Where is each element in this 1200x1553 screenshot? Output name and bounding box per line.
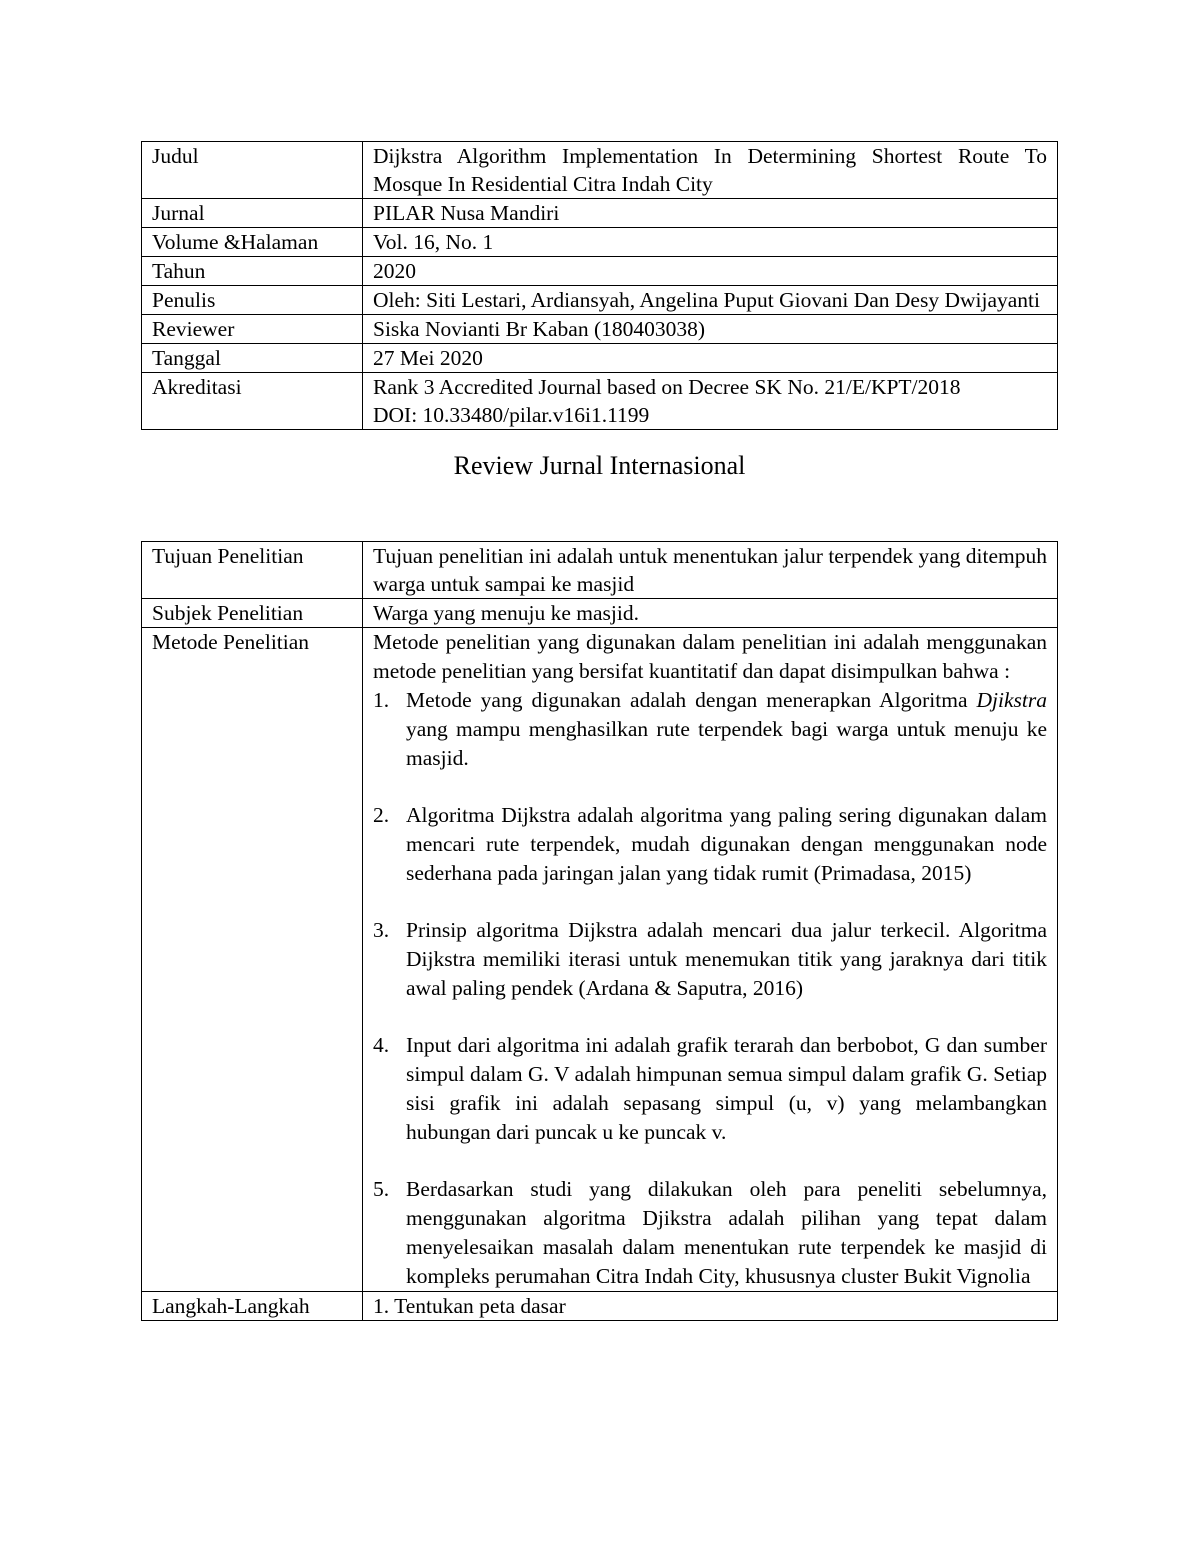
akreditasi-line: Rank 3 Accredited Journal based on Decree SK No. 21/E/KPT/2018 — [373, 375, 961, 399]
value-jurnal: PILAR Nusa Mandiri — [363, 199, 1058, 228]
item-text: Berdasarkan studi yang dilakukan oleh para peneliti sebelumnya, menggunakan algoritma Djikstra adalah pilihan yang tepat dalam menyelesaikan masalah dalam menentukan rute terpendek ke masjid di kompleks perumahan Citra Indah City, khususnya cluster Bukit Vignolia — [406, 1177, 1047, 1288]
label-volume: Volume &Halaman — [142, 228, 363, 257]
value-langkah: 1. Tentukan peta dasar — [363, 1292, 1058, 1321]
item-text: Algoritma Dijkstra adalah algoritma yang paling sering digunakan dalam mencari rute terpendek, mudah digunakan dengan menggunakan node sederhana pada jaringan jalan yang tidak rumit (Primadasa, 2015) — [406, 803, 1047, 885]
table-row — [142, 228, 1058, 257]
table-row — [142, 257, 1058, 286]
list-item — [373, 686, 1047, 773]
list-number: 5. — [373, 1177, 390, 1201]
list-number: 2. — [373, 803, 390, 827]
value-akreditasi — [363, 373, 1058, 430]
doi-line: DOI: 10.33480/pilar.v16i1.1199 — [373, 403, 650, 427]
table-row — [142, 315, 1058, 344]
label-tahun: Tahun — [142, 257, 363, 286]
item-text-pre: Metode yang digunakan adalah dengan menerapkan Algoritma — [406, 688, 977, 712]
value-volume: Vol. 16, No. 1 — [363, 228, 1058, 257]
list-number: 1. — [373, 688, 390, 712]
label-reviewer: Reviewer — [142, 315, 363, 344]
table-row — [142, 599, 1058, 628]
item-text: Prinsip algoritma Dijkstra adalah mencari dua jalur terkecil. Algoritma Dijkstra memiliki iterasi untuk menemukan titik yang jaraknya dari titik awal paling pendek (Ardana & Saputra, 2016) — [406, 918, 1047, 1000]
value-tahun: 2020 — [363, 257, 1058, 286]
label-tanggal: Tanggal — [142, 344, 363, 373]
table-row — [142, 628, 1058, 1292]
table-row — [142, 142, 1058, 199]
value-reviewer: Siska Novianti Br Kaban (180403038) — [363, 315, 1058, 344]
table-row — [142, 1292, 1058, 1321]
page-title: Review Jurnal Internasional — [453, 451, 746, 480]
journal-info-table — [141, 141, 1058, 430]
metode-list — [373, 686, 1047, 1291]
table-row — [142, 373, 1058, 430]
list-item — [373, 916, 1047, 1003]
value-subjek: Warga yang menuju ke masjid. — [363, 599, 1058, 628]
item-text: Input dari algoritma ini adalah grafik terarah dan berbobot, G dan sumber simpul dalam G. V adalah himpunan semua simpul dalam grafik G. Setiap sisi grafik ini adalah sepasang simpul (u, v) yang melambangkan hubungan dari puncak u ke puncak v. — [406, 1033, 1047, 1144]
label-penulis: Penulis — [142, 286, 363, 315]
list-item — [373, 801, 1047, 888]
review-table — [141, 541, 1058, 1321]
value-judul: Dijkstra Algorithm Implementation In Determining Shortest Route To Mosque In Residential Citra Indah City — [363, 142, 1058, 199]
label-langkah: Langkah-Langkah — [142, 1292, 363, 1321]
value-tujuan: Tujuan penelitian ini adalah untuk menentukan jalur terpendek yang ditempuh warga untuk sampai ke masjid — [363, 542, 1058, 599]
metode-intro: Metode penelitian yang digunakan dalam penelitian ini adalah menggunakan metode penelitian yang bersifat kuantitatif dan dapat disimpulkan bahwa : — [373, 630, 1047, 683]
label-judul: Judul — [142, 142, 363, 199]
item-text-post: yang mampu menghasilkan rute terpendek bagi warga untuk menuju ke masjid. — [406, 717, 1047, 770]
table-row — [142, 542, 1058, 599]
item-text-italic: Djikstra — [976, 688, 1047, 712]
value-penulis: Oleh: Siti Lestari, Ardiansyah, Angelina Puput Giovani Dan Desy Dwijayanti — [363, 286, 1058, 315]
label-tujuan: Tujuan Penelitian — [142, 542, 363, 599]
table-row — [142, 199, 1058, 228]
table-row — [142, 344, 1058, 373]
label-subjek: Subjek Penelitian — [142, 599, 363, 628]
value-tanggal: 27 Mei 2020 — [363, 344, 1058, 373]
value-metode — [363, 628, 1058, 1292]
label-jurnal: Jurnal — [142, 199, 363, 228]
label-metode: Metode Penelitian — [142, 628, 363, 1292]
list-item — [373, 1175, 1047, 1291]
list-item — [373, 1031, 1047, 1147]
table-row — [142, 286, 1058, 315]
list-number: 4. — [373, 1033, 390, 1057]
label-akreditasi: Akreditasi — [142, 373, 363, 430]
list-number: 3. — [373, 918, 390, 942]
